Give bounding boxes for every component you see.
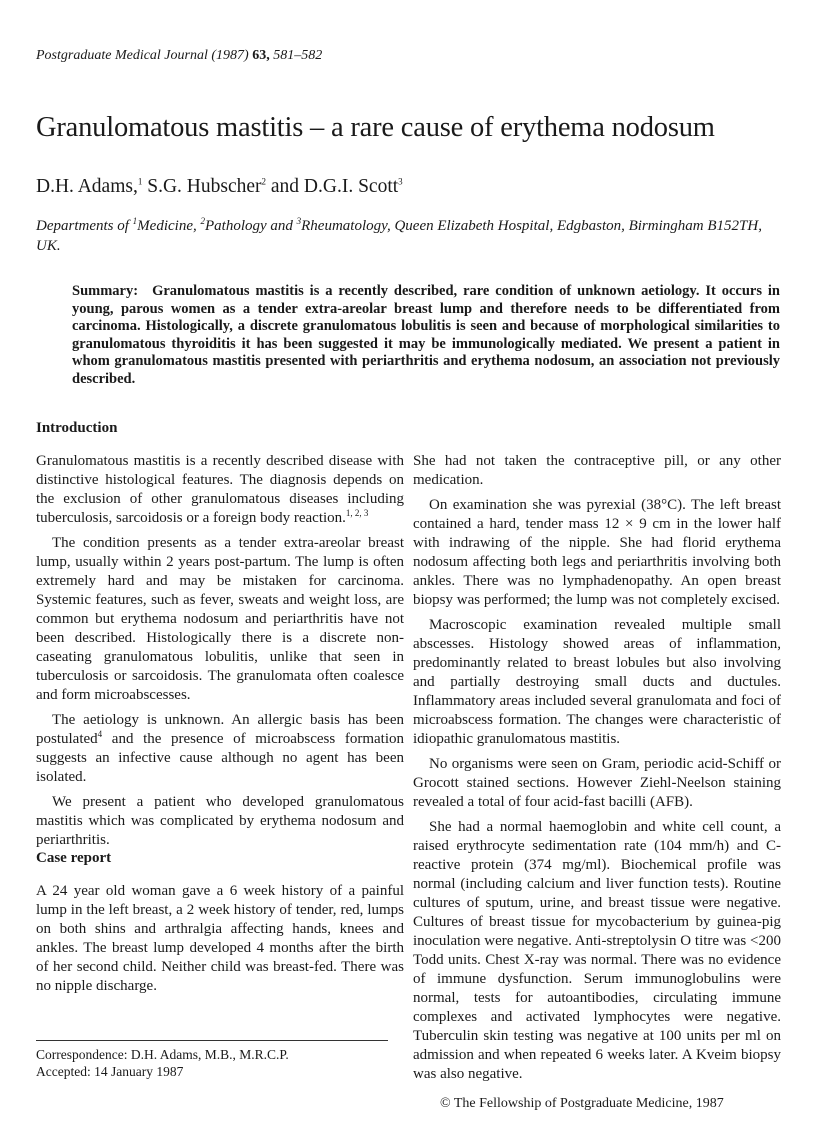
journal-volume: 63,	[252, 48, 270, 63]
author-1-affil: 1	[137, 176, 143, 187]
case-report-body	[36, 882, 404, 1002]
journal-year: (1987)	[211, 48, 249, 63]
intro-p3-ref: 4	[97, 729, 103, 739]
right-paragraph-4: No organisms were seen on Gram, periodic acid-Schiff or Grocott stained sections. However Ziehl-Neelson staining revealed a total of four acid-fast bacilli (AFB).	[413, 756, 781, 810]
affiliation-dept-2: Pathology and	[204, 218, 297, 234]
affiliation-sup-3: 3	[296, 216, 302, 226]
case-report-heading: Case report	[36, 850, 112, 866]
author-2-affil: 2	[261, 176, 266, 187]
author-1: D.H. Adams,	[36, 176, 138, 197]
author-3: and D.G.I. Scott	[266, 176, 399, 197]
affiliation-sup-2: 2	[200, 216, 205, 226]
author-list	[36, 176, 403, 198]
affiliations	[36, 217, 781, 256]
summary-text: Granulomatous mastitis is a recently described, rare condition of unknown aetiology. It occurs in young, parous women as a tender extra-areolar breast lump and therefore needs to be differentiated from carcinoma. Histologically, a discrete granulomatous lobulitis is seen and because of morphological similarities to granulomatous thyroiditis it has been suggested it may be immunologically mediated. We present a patient in whom granulomatous mastitis presented with periarthritis and erythema nodosum, an association not previously described.	[72, 283, 780, 387]
intro-paragraph-3	[36, 711, 404, 787]
case-paragraph-1: A 24 year old woman gave a 6 week history of a painful lump in the left breast, a 2 week history of tender, red, lumps on both shins and arthralgia affecting hands, knees and ankles. The breast lump developed 4 months after the birth of her second child. Neither child was breast-fed. There was no nipple discharge.	[36, 883, 404, 994]
affiliation-sup-1: 1	[132, 216, 138, 226]
intro-paragraph-2: The condition presents as a tender extra-areolar breast lump, usually within 2 years post-partum. The lump is often extremely hard and may be mistaken for carcinoma. Systemic features, such as fever, sweats and weight loss, are common but erythema nodosum and periarthritis have not been described. Histologically there is a discrete non-caseating granulomatous lobulitis, unlike that seen in tuberculosis or sarcoidosis. The granulomata often coalesce and form microabscesses.	[36, 535, 404, 703]
intro-paragraph-4: We present a patient who developed granulomatous mastitis which was complicated by erythema nodosum and periarthritis.	[36, 794, 404, 848]
copyright-notice: © The Fellowship of Postgraduate Medicine, 1987	[440, 1096, 724, 1111]
journal-pages: 581–582	[273, 48, 323, 63]
introduction-heading: Introduction	[36, 420, 118, 436]
right-paragraph-2: On examination she was pyrexial (38°C). The left breast contained a hard, tender mass 12 × 9 cm in the lower half with indrawing of the nipple. She had florid erythema nodosum affecting both legs and periarthritis involving both ankles. There was no lymphadenopathy. An open breast biopsy was performed; the lump was not completely excised.	[413, 497, 781, 608]
correspondence-note: Correspondence: D.H. Adams, M.B., M.R.C.P.	[36, 1047, 289, 1062]
affiliation-dept-1: Medicine,	[137, 218, 201, 234]
accepted-date-note: Accepted: 14 January 1987	[36, 1064, 184, 1079]
right-paragraph-5: She had a normal haemoglobin and white cell count, a raised erythrocyte sedimentation rate (104 mm/h) and C-reactive protein (374 mg/ml). Biochemical profile was normal (including calcium and liver function tests). Routine cultures of sputum, urine, and breast tissue were negative. Cultures of breast tissue for mycobacterium by guinea-pig inoculation were negative. Anti-streptolysin O titre was <200 Todd units. Chest X-ray was normal. There was no evidence of immune dysfunction. Serum immunoglobulins were normal, tests for autoantibodies, circulating immune complexes and activated lymphocytes were negative. Tuberculin skin testing was negative at 100 units per ml on admission and when repeated 6 weeks later. A Kveim biopsy was also negative.	[413, 819, 781, 1082]
article-title: Granulomatous mastitis – a rare cause of erythema nodosum	[36, 112, 715, 143]
introduction-body	[36, 452, 404, 856]
footnote-divider	[36, 1040, 388, 1041]
affiliation-dept-3: Rheumatology, Queen Elizabeth Hospital, Edgbaston, Birmingham B152TH, UK.	[36, 218, 762, 254]
summary-label: Summary:	[72, 283, 139, 299]
right-paragraph-3: Macroscopic examination revealed multiple small abscesses. Histology showed areas of inflammation, predominantly related to breast lobules but also involving and partially destroying small ducts and ductules. Inflammatory areas included several granulomata and foci of microabscess formation. The changes were characteristic of idiopathic granulomatous mastitis.	[413, 617, 781, 747]
right-column-body	[413, 452, 781, 1090]
intro-p3-text-a: The aetiology is unknown. An allergic basis has been postulated	[36, 712, 404, 747]
author-3-affil: 3	[398, 176, 403, 187]
intro-p1-text: Granulomatous mastitis is a recently described disease with distinctive histological features. The diagnosis depends on the exclusion of other granulomatous diseases including tuberculosis, sarcoidosis or a foreign body reaction.	[36, 453, 404, 526]
right-paragraph-1: She had not taken the contraceptive pill, or any other medication.	[413, 453, 781, 488]
journal-name: Postgraduate Medical Journal	[36, 48, 208, 63]
intro-p3-text-b: and the presence of microabscess formation suggests an infective cause although no agent has been isolated.	[36, 731, 404, 785]
intro-p1-ref: 1, 2, 3	[345, 508, 369, 518]
intro-paragraph-1	[36, 452, 404, 528]
journal-citation	[36, 48, 322, 64]
affiliation-prefix: Departments of	[36, 218, 133, 234]
author-2: S.G. Hubscher	[142, 176, 262, 197]
summary-abstract	[72, 283, 780, 389]
